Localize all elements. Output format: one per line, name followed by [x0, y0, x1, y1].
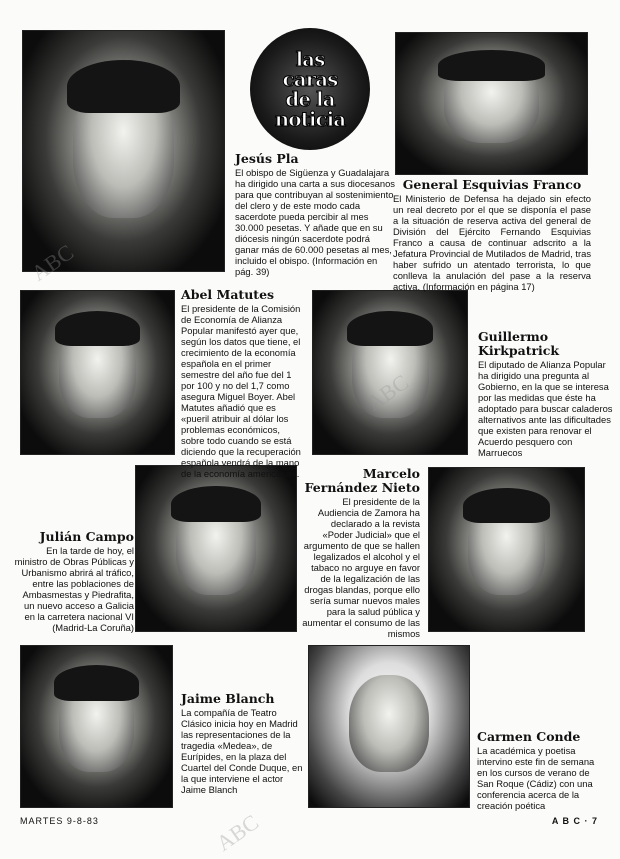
photo-carmen-conde — [308, 645, 470, 808]
photo-jesus-pla — [22, 30, 225, 272]
section-logo — [250, 28, 370, 150]
story-body: La compañía de Teatro Clásico inicia hoy en Madrid las representaciones de la tragedia «Medea», de Eurípides, en la plaza del Cuartel del Conde Duque, en la que interviene el actor Jaime Blanch — [181, 707, 303, 795]
watermark: ABC — [361, 369, 414, 416]
watermark: ABC — [26, 239, 79, 286]
story-body: El presidente de la Audiencia de Zamora ha declarado a la revista «Poder Judicial» que el argumento de que se hallen legalizados el alcohol y el tabaco no arguye en favor de la legalización de las drogas blandas, porque ello sería sumar nuevos males para la salud pública y aumentar el consumo de las mismos — [302, 496, 420, 639]
photo-esquivias-franco — [395, 32, 588, 175]
logo-line: las — [295, 47, 325, 71]
photo-abel-matutes — [20, 290, 175, 455]
photo-julian-campo — [135, 465, 297, 632]
story-esquivias-franco — [393, 178, 591, 292]
story-headline: Guillermo Kirkpatrick — [478, 329, 560, 358]
photo-marcelo-fernandez-nieto — [428, 467, 585, 632]
story-marcelo-fernandez-nieto — [300, 467, 420, 639]
story-body: El presidente de la Comisión de Economía de Alianza Popular manifestó ayer que, según los datos que tiene, el crecimiento de la economía española en el primer semestre del año fue del 1 por 100 y no del 1,7 como asegura Miguel Boyer. Abel Matutes añadió que es «pueril atribuir al dólar los problemas económicos, sobre todo cuando se está diciendo que la recuperación española vendrá de la mano de la economía americana». — [181, 303, 301, 479]
story-jesus-pla — [235, 152, 395, 277]
story-headline: Jesús Pla — [235, 151, 299, 166]
story-carmen-conde — [477, 730, 607, 811]
story-abel-matutes — [181, 288, 306, 479]
story-headline: Marcelo Fernández Nieto — [304, 466, 420, 495]
story-guillermo-kirkpatrick — [478, 330, 613, 458]
logo-line: caras — [282, 67, 338, 91]
photo-jaime-blanch — [20, 645, 173, 808]
story-julian-campo — [12, 530, 134, 633]
story-body: En la tarde de hoy, el ministro de Obras Públicas y Urbanismo abrirá al tráfico, entre las poblaciones de Ambasmestas y Piedrafita, un nuevo acceso a Galicia en la carretera nacional VI (Madrid-La Coruña) — [14, 545, 134, 633]
logo-line: noticia — [274, 107, 346, 131]
photo-guillermo-kirkpatrick — [312, 290, 468, 455]
story-headline: General Esquivias Franco — [402, 177, 582, 192]
watermark: ABC — [211, 809, 264, 856]
story-body: El diputado de Alianza Popular ha dirigido una pregunta al Gobierno, en la que se interesa por las medidas que éste ha adoptado para buscar caladeros alternativos ante las dificultades que existen para renovar el Acuerdo pesquero con Marruecos — [478, 359, 613, 458]
story-jaime-blanch — [181, 692, 305, 795]
story-headline: Julián Campo — [39, 529, 134, 544]
story-body: El Ministerio de Defensa ha dejado sin efecto un real decreto por el que se disponía el pase a la situación de reserva activa del general de División del Ejército Fernando Esquivias Franco a causa de continuar adscrito a la Jefatura Provincial de Mutilados de Madrid, tras haber sufrido un atentado terrorista, lo que conlleva la anulación del pase a la reserva activa. (Información en página 17) — [393, 193, 592, 292]
logo-line: de la — [285, 87, 335, 111]
footer-page-number: A B C · 7 — [551, 816, 598, 826]
story-headline: Abel Matutes — [181, 287, 275, 302]
footer-date: MARTES 9-8-83 — [20, 816, 99, 826]
story-body: La académica y poetisa intervino este fin de semana en los cursos de verano de San Roque (Cádiz) con una conferencia acerca de la creación poética — [477, 745, 595, 811]
story-body: El obispo de Sigüenza y Guadalajara ha dirigido una carta a sus diocesanos para que contribuyan al sostenimiento del clero y de este modo cada sacerdote pueda percibir al mes 30.000 pesetas. Y añade que en su diócesis ningún sacerdote podrá ganar más de 60.000 pesetas al mes, incluido el obispo. (Información en pág. 39) — [235, 167, 395, 277]
story-headline: Carmen Conde — [477, 729, 581, 744]
story-headline: Jaime Blanch — [181, 691, 275, 706]
